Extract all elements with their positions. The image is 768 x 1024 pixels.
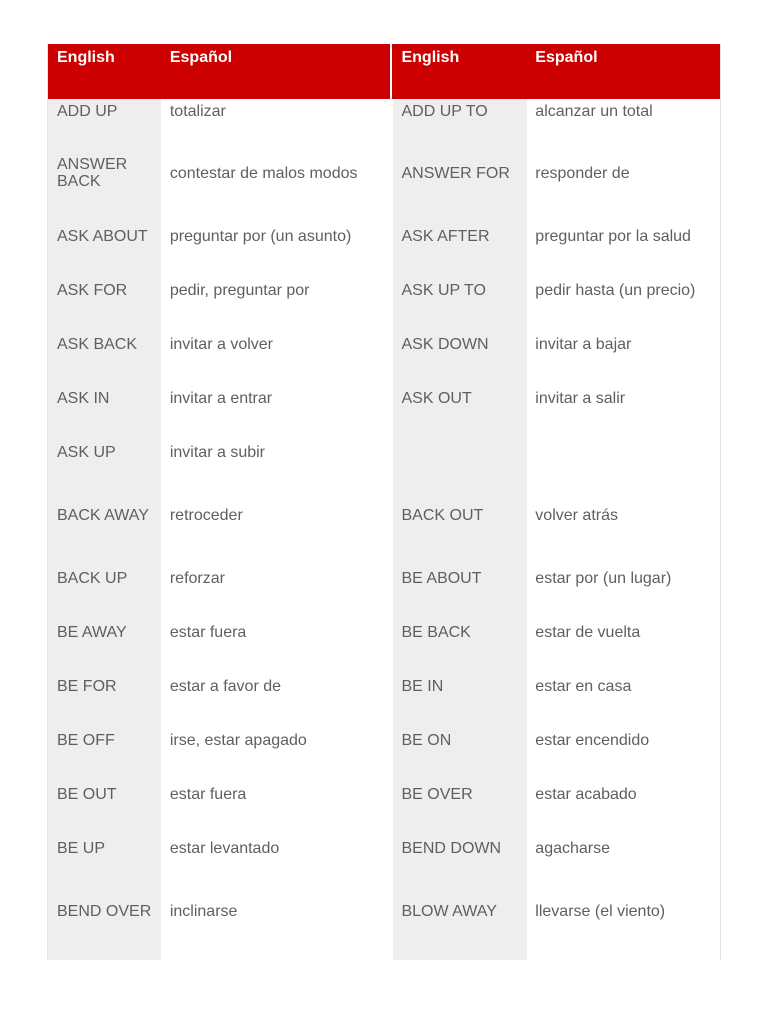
english-cell: BACK OUT — [401, 506, 484, 524]
header-english-1: English — [48, 44, 161, 99]
spanish-cell: invitar a volver — [169, 335, 273, 353]
english-cell: ANSWER BACK — [57, 156, 128, 190]
spanish-cell: irse, estar apagado — [169, 731, 307, 749]
english-cell: BE AWAY — [57, 623, 127, 641]
english-cell: ASK UP TO — [401, 281, 486, 299]
english-cell: BE ON — [401, 731, 452, 749]
table-row — [48, 767, 720, 821]
spanish-cell: estar levantado — [169, 839, 280, 857]
spanish-cell: estar fuera — [169, 623, 247, 641]
header-espanol-1: Español — [161, 44, 391, 99]
spanish-cell: estar a favor de — [169, 677, 282, 695]
spanish-cell: reforzar — [169, 569, 225, 587]
table-row — [48, 209, 720, 263]
spanish-cell: estar en casa — [535, 677, 632, 695]
english-cell: ASK UP — [57, 443, 116, 461]
english-cell: ANSWER FOR — [401, 164, 510, 182]
table-row — [48, 713, 720, 767]
spanish-cell: retroceder — [169, 506, 243, 524]
table-row — [48, 551, 720, 605]
spanish-cell: invitar a bajar — [535, 335, 632, 353]
spanish-cell: inclinarse — [169, 902, 238, 920]
spanish-cell: totalizar — [169, 103, 226, 120]
table-body — [48, 99, 720, 947]
english-cell: BE FOR — [57, 677, 117, 695]
header-english-2: English — [392, 44, 526, 99]
spanish-cell: estar acabado — [535, 785, 637, 803]
spanish-cell: invitar a salir — [535, 389, 626, 407]
english-cell: ASK BACK — [57, 335, 138, 353]
spanish-cell: contestar de malos modos — [169, 164, 358, 182]
spanish-cell: invitar a subir — [169, 443, 265, 461]
english-cell: ASK FOR — [57, 281, 128, 299]
spanish-cell: invitar a entrar — [169, 389, 273, 407]
english-cell: ASK DOWN — [401, 335, 489, 353]
spanish-cell: responder de — [535, 164, 630, 182]
english-cell: ADD UP TO — [401, 103, 488, 120]
spanish-cell: preguntar por la salud — [535, 227, 691, 245]
english-cell: BE IN — [401, 677, 444, 695]
header-espanol-2: Español — [526, 44, 720, 99]
table-header — [48, 44, 720, 99]
english-cell: BE OUT — [57, 785, 117, 803]
english-cell: BEND OVER — [57, 902, 152, 920]
table-row — [48, 99, 720, 137]
table-row — [48, 479, 720, 551]
english-cell: BE UP — [57, 839, 106, 857]
english-cell: ASK AFTER — [401, 227, 490, 245]
table-row — [48, 821, 720, 875]
english-cell: ASK ABOUT — [57, 227, 148, 245]
spanish-cell: estar de vuelta — [535, 623, 641, 641]
phrasal-verbs-table — [47, 44, 721, 960]
english-cell: BE ABOUT — [401, 569, 482, 587]
spanish-cell: estar encendido — [535, 731, 650, 749]
table-row — [48, 605, 720, 659]
table-row — [48, 317, 720, 371]
english-cell: BE OVER — [401, 785, 473, 803]
english-cell: ASK OUT — [401, 389, 472, 407]
spanish-cell: agacharse — [535, 839, 611, 857]
table-row — [48, 659, 720, 713]
spanish-cell: llevarse (el viento) — [535, 902, 666, 920]
english-cell: BLOW AWAY — [401, 902, 497, 920]
spanish-cell: pedir hasta (un precio) — [535, 281, 696, 299]
table-row — [48, 137, 720, 209]
english-cell: BE BACK — [401, 623, 471, 641]
spanish-cell: volver atrás — [535, 506, 618, 524]
spanish-cell: preguntar por (un asunto) — [169, 227, 352, 245]
spanish-cell: pedir, preguntar por — [169, 281, 310, 299]
spanish-cell: estar por (un lugar) — [535, 569, 672, 587]
spanish-cell: estar fuera — [169, 785, 247, 803]
english-cell: BEND DOWN — [401, 839, 502, 857]
english-cell: BE OFF — [57, 731, 115, 749]
spanish-cell: alcanzar un total — [535, 103, 653, 120]
table-row — [48, 371, 720, 425]
english-cell: ADD UP — [57, 103, 118, 120]
table-row — [48, 425, 720, 479]
english-cell: BACK UP — [57, 569, 128, 587]
english-cell: BACK AWAY — [57, 506, 149, 524]
table-row — [48, 263, 720, 317]
table-row — [48, 875, 720, 947]
english-cell: ASK IN — [57, 389, 110, 407]
